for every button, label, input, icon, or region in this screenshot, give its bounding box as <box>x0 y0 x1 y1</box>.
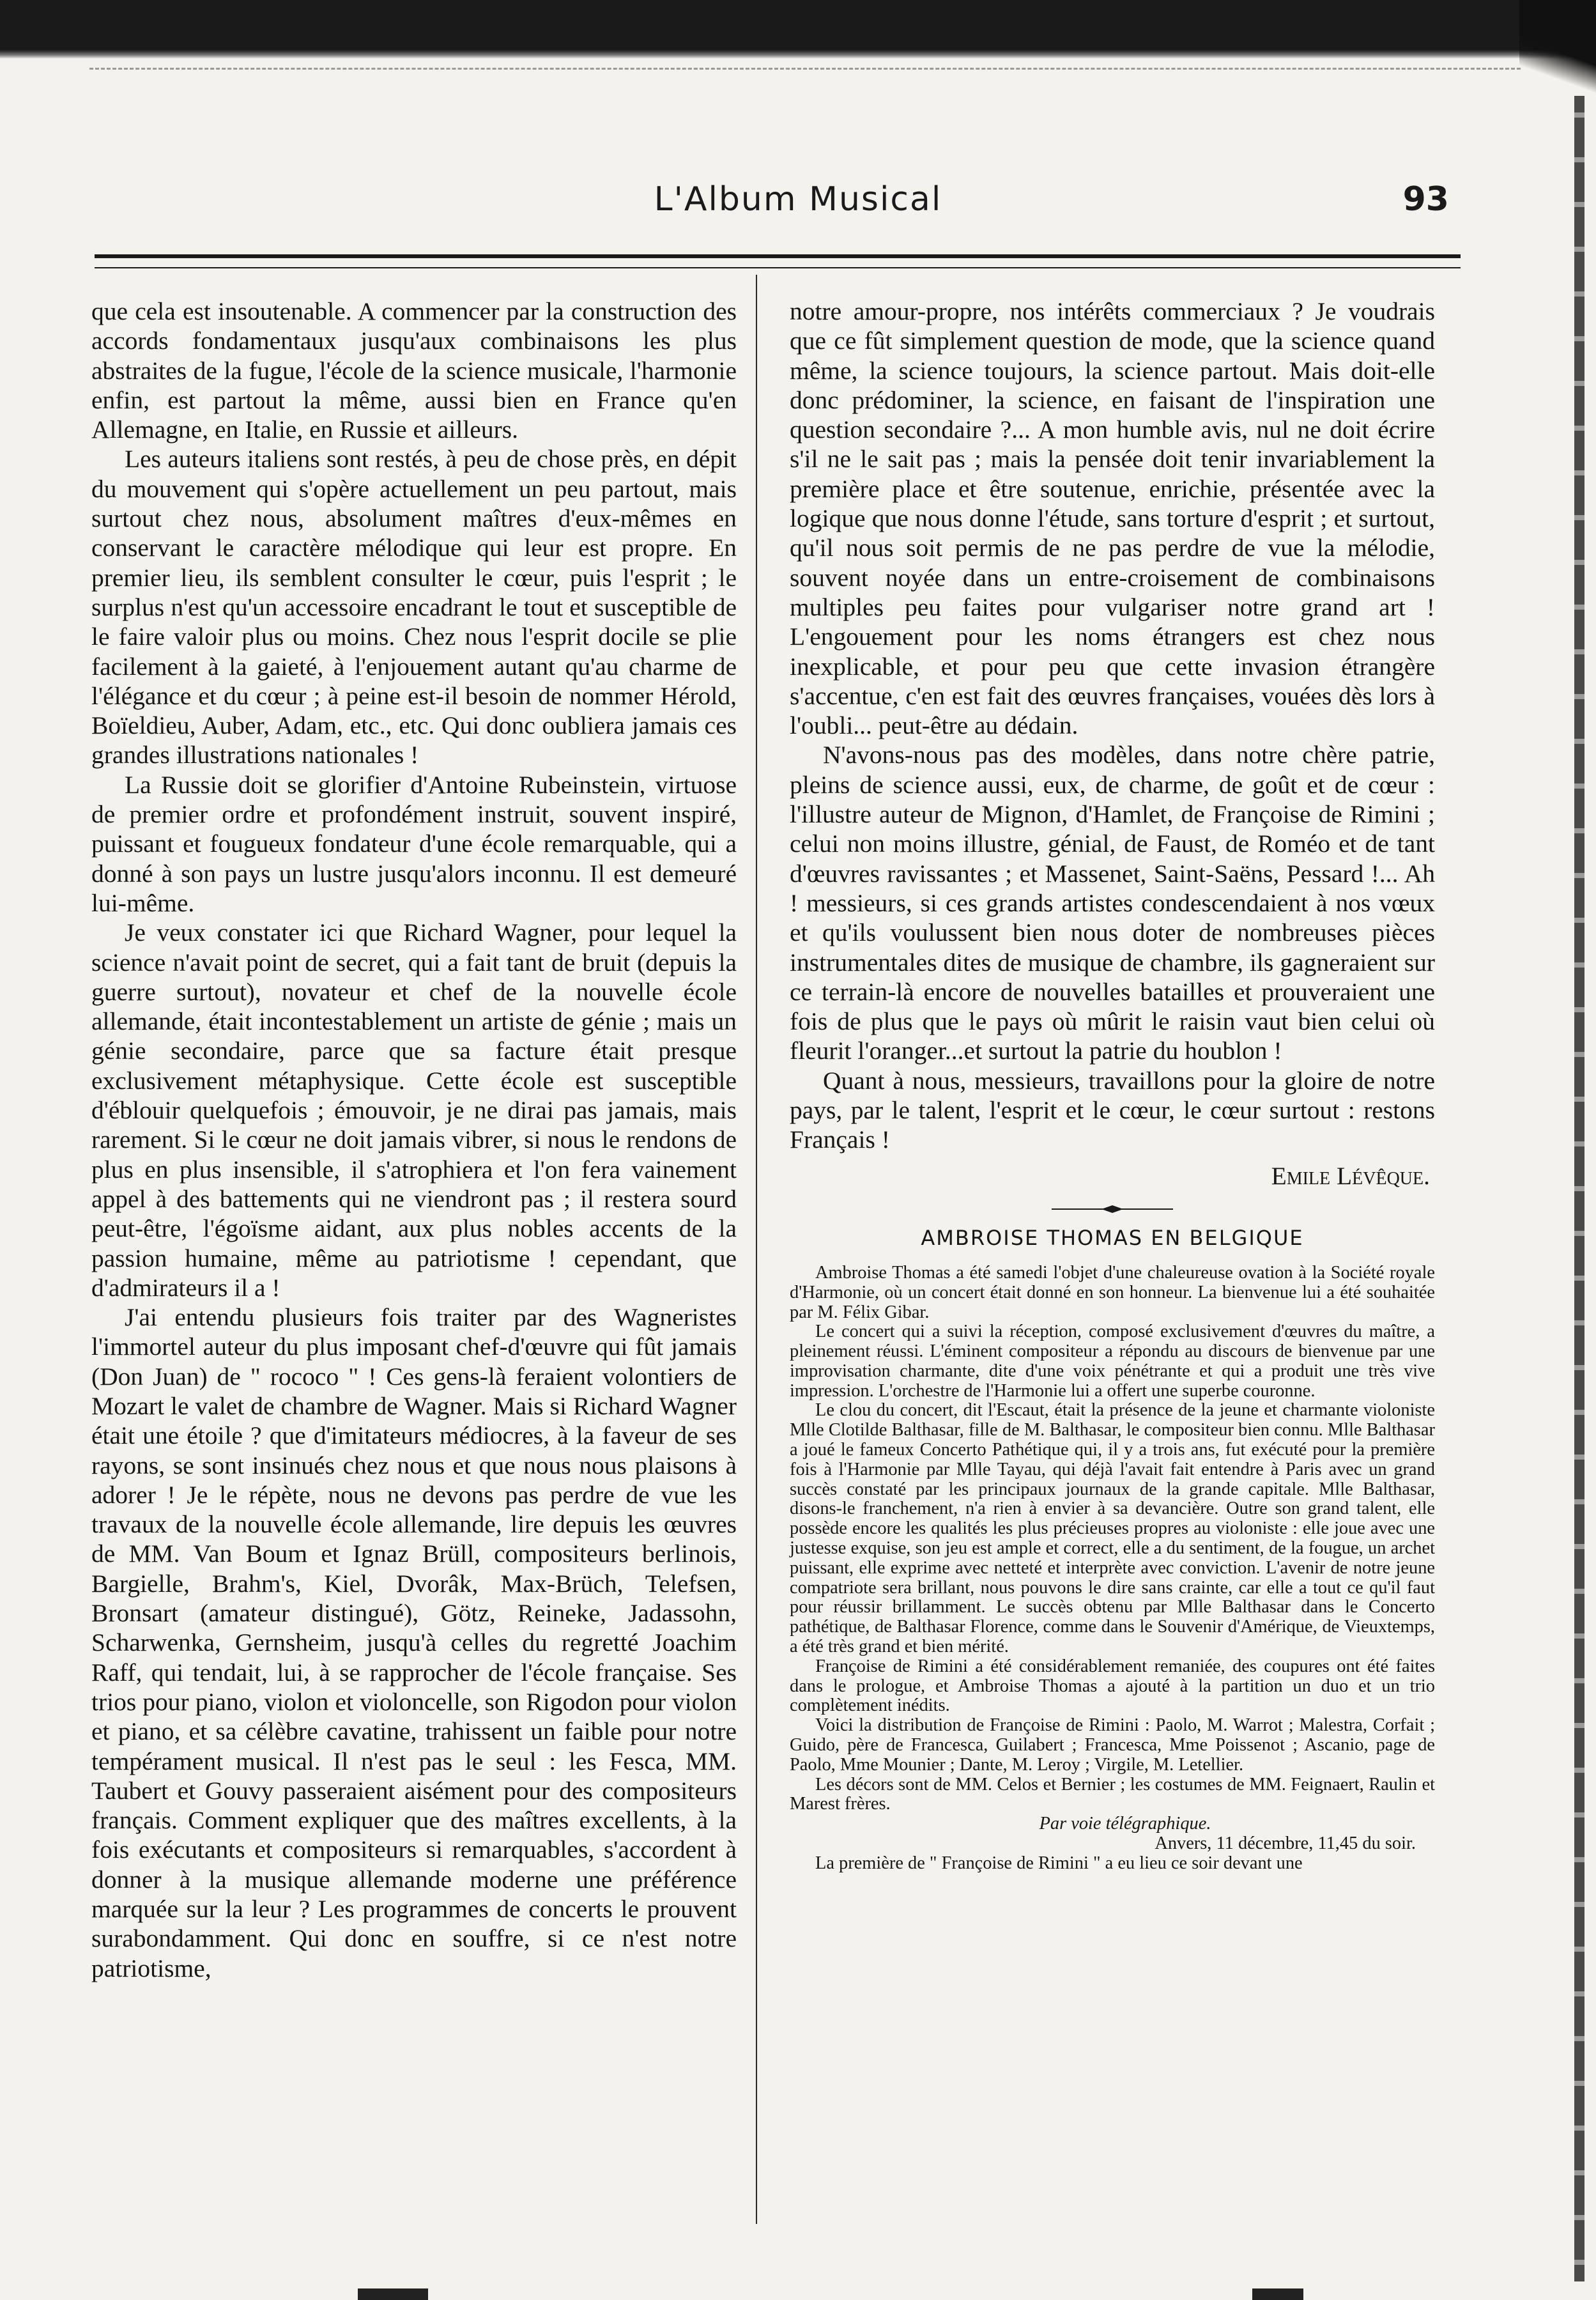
scan-smudge <box>358 2288 428 2300</box>
paragraph: N'avons-nous pas des modèles, dans notre chère patrie, pleins de science aussi, eux, de charme, de goût et de cœur : l'illustre auteur de Mignon, d'Hamlet, de Françoise de Rimini ; celui non moins illustre, génial, de Faust, de Roméo et de tant d'œuvres ravissantes ; et Massenet, Saint-Saëns, Pessard !... Ah ! messieurs, si ces grands artistes condescendaient à nos vœux et qu'ils voulussent bien nous doter de nombreuses pièces instrumentales dites de musique de chambre, ils gagneraient sur ce terrain-là encore de nouvelles batailles et prouveraient une fois de plus que le pays où mûrit le raisin vaut bien celui où fleurit l'oranger...et surtout la patrie du houblon ! <box>790 741 1435 1065</box>
paragraph: Les auteurs italiens sont restés, à peu de chose près, en dépit du mouvement qui s'opère actuellement un peu partout, mais surtout chez nous, absolument maîtres d'eux-mêmes en conservant le caractère mélodique qui leur est propre. En premier lieu, ils semblent consulter le cœur, puis l'esprit ; le surplus n'est qu'un accessoire encadrant le tout et susceptible de le faire valoir plus ou moins. Chez nous l'esprit docile se plie facilement à la gaieté, à l'enjouement autant qu'au charme de l'élégance et du cœur ; à peine est-il besoin de nommer Hérold, Boïeldieu, Auber, Adam, etc., etc. Qui donc oubliera jamais ces grandes illustrations nationales ! <box>91 445 737 769</box>
section-ornament <box>790 1194 1435 1224</box>
paragraph: La Russie doit se glorifier d'Antoine Rubeinstein, virtuose de premier ordre et profondément instruit, souvent inspiré, puissant et fougueux fondateur d'une école remarquable, qui a donné à son pays un lustre jusqu'alors inconnu. Il est demeuré lui-même. <box>91 770 737 917</box>
news-paragraph: Les décors sont de MM. Celos et Bernier ; les costumes de MM. Feignaert, Raulin et Marest frères. <box>790 1774 1435 1814</box>
paragraph: que cela est insoutenable. A commencer par la construction des accords fondamentaux jusqu'aux combinaisons les plus abstraites de la fugue, l'école de la science musicale, l'harmonie enfin, est partout la même, aussi bien en France qu'en Allemagne, en Italie, en Russie et ailleurs. <box>91 297 737 444</box>
column-divider <box>756 275 757 2224</box>
news-paragraph: La première de " Françoise de Rimini " a eu lieu ce soir devant une <box>815 1853 1303 1873</box>
paragraph: Je veux constater ici que Richard Wagner, pour lequel la science n'avait point de secret, qui a fait tant de bruit (depuis la guerre surtout), novateur et chef de la nouvelle école allemande, était incontestablement un artiste de génie ; mais un génie secondaire, parce que sa facture était presque exclusivement métaphysique. Cette école est susceptible d'éblouir quelquefois ; émouvoir, je ne dirai pas jamais, mais rarement. Si le cœur ne doit jamais vibrer, si nous le rendons de plus en plus insensible, il s'atrophiera et l'on fera vainement appel à des battements qui ne viendront pas ; il restera sourd peut-être, l'égoïsme aidant, aux plus nobles accents de la passion humaine, même au patriotisme ! cependant, que d'admirateurs il a ! <box>91 918 737 1302</box>
paragraph: Quant à nous, messieurs, travaillons pour la gloire de notre pays, par le talent, l'esprit et le cœur, le cœur surtout : restons Français ! <box>790 1066 1435 1154</box>
page-number: 93 <box>1402 180 1449 219</box>
news-paragraph: Françoise de Rimini a été considérablement remaniée, des coupures ont été faites dans le prologue, et Ambroise Thomas a ajouté à la partition un duo et un trio complètement inédits. <box>790 1656 1435 1716</box>
news-paragraph: Le concert qui a suivi la réception, composé exclusivement d'œuvres du maître, a pleinement réussi. L'éminent compositeur a répondu au discours de bienvenue par une improvisation charmante, dite d'une voix pénétrante et qui a produit une très vive impression. L'orchestre de l'Harmonie lui a offert une superbe couronne. <box>790 1322 1435 1401</box>
paragraph: notre amour-propre, nos intérêts commerciaux ? Je voudrais que ce fût simplement question de mode, que la science quand même, la science toujours, la science partout. Mais doit-elle donc prédominer, la science, en faisant de l'inspiration une question secondaire ?... A mon humble avis, nul ne doit écrire s'il ne le sait pas ; mais la pensée doit tenir invariablement la première place et être soutenue, enrichie, présentée avec la logique que nous donne l'étude, sans torture d'esprit ; et surtout, qu'il nous soit permis de ne pas perdre de vue la mélodie, souvent noyée dans un entre-croisement de combinaisons multiples peu faites pour vulgariser notre grand art ! L'engouement pour les noms étrangers est chez nous inexplicable, et pour peu que cette invasion étrangère s'accentue, c'en est fait des œuvres françaises, vouées dès lors à l'oubli... peut-être au dédain. <box>790 297 1435 740</box>
telegraph-heading: Par voie télégraphique. <box>1039 1814 1211 1834</box>
news-paragraph: Ambroise Thomas a été samedi l'objet d'une chaleureuse ovation à la Société royale d'Harmonie, où un concert était donné en son honneur. La bienvenue lui a été souhaitée par M. Félix Gibar. <box>790 1262 1435 1322</box>
running-title: L'Album Musical <box>654 180 942 219</box>
author-signature: Emile Lévêque. <box>1271 1161 1430 1190</box>
scan-noise-line <box>89 68 1521 70</box>
news-paragraph: Le clou du concert, dit l'Escaut, était la présence de la jeune et charmante violoniste Mlle Clotilde Balthasar, fille de M. Balthasar, le compositeur bien connu. Mlle Balthasar a joué le fameux Concerto Pathétique qui, il y a trois ans, fut exécuté pour la première fois à l'Harmonie par Mlle Tayau, qui déjà l'avait fait entendre à Paris avec un grand succès constaté par les principaux journaux de la grande capitale. Mlle Balthasar, disons-le franchement, n'a rien à envier à sa devancière. Outre son grand talent, elle possède encore les qualités les plus précieuses propres au violoniste : elle joue avec une justesse exquise, son jeu est ample et correct, elle a du sentiment, de la fougue, un archet puissant, elle exprime avec netteté et interprète avec conviction. L'avenir de notre jeune compatriote sera brillant, nous pouvons le dire sans crainte, car elle a tout ce qu'il faut pour réussir brillamment. Le succès obtenu par Mlle Balthasar dans le Concerto pathétique, de Balthasar Florence, comme dans le Souvenir d'Amérique, de Vieuxtemps, a été très grand et bien mérité. <box>790 1400 1435 1657</box>
section-title: AMBROISE THOMAS EN BELGIQUE <box>921 1225 1304 1250</box>
scan-corner-shadow <box>1519 0 1596 128</box>
page-edge-right <box>1574 96 1584 2281</box>
scan-border-top <box>0 0 1596 59</box>
news-report <box>790 1263 1435 1874</box>
header-rule-thin <box>95 267 1461 268</box>
paragraph: J'ai entendu plusieurs fois traiter par des Wagneristes l'immortel auteur du plus imposant chef-d'œuvre qui fût jamais (Don Juan) de " rococo " ! Ces gens-là feraient volontiers de Mozart le valet de chambre de Wagner. Mais si Richard Wagner était une étoile ? que d'imitateurs médiocres, à la faveur de ses rayons, se sont insinués chez nous et que nous nous plaisons à adorer ! Je le répète, nous ne devons pas perdre de vue les travaux de la nouvelle école allemande, lire depuis les œuvres de MM. Van Boum et Ignaz Brüll, compositeurs berlinois, Bargielle, Brahm's, Kiel, Dvorâk, Max-Brüch, Telefsen, Bronsart (amateur distingué), Götz, Reineke, Jadassohn, Scharwenka, Gernsheim, jusqu'à celles du regretté Joachim Raff, qui tendait, lui, à se rapprocher de l'école française. Ses trios pour piano, violon et violoncelle, son Rigodon pour violon et piano, et sa célèbre cavatine, trahissent un faible pour notre tempérament musical. Il n'est pas le seul : les Fesca, MM. Taubert et Gouvy passeraient aisément pour des compositeurs français. Comment expliquer que des maîtres excellents, à la fois exécutants et compositeurs si remarquables, s'accordent à donner à la musique allemande moderne une préférence marquée sur la leur ? Les programmes de concerts le prouvent surabondamment. Qui donc en souffre, si ce n'est notre patriotisme, <box>91 1303 737 1982</box>
scan-smudge <box>1252 2288 1303 2300</box>
right-column <box>790 297 1435 1874</box>
header-rule <box>95 254 1461 258</box>
dateline: Anvers, 11 décembre, 11,45 du soir. <box>1155 1833 1416 1854</box>
left-column <box>91 297 737 1983</box>
news-paragraph: Voici la distribution de Françoise de Rimini : Paolo, M. Warrot ; Malestra, Corfait ; Guido, père de Francesca, Guilabert ; Francesca, Mme Poissenot ; Ascanio, page de Paolo, Mme Mounier ; Dante, M. Leroy ; Virgile, M. Letellier. <box>790 1715 1435 1775</box>
